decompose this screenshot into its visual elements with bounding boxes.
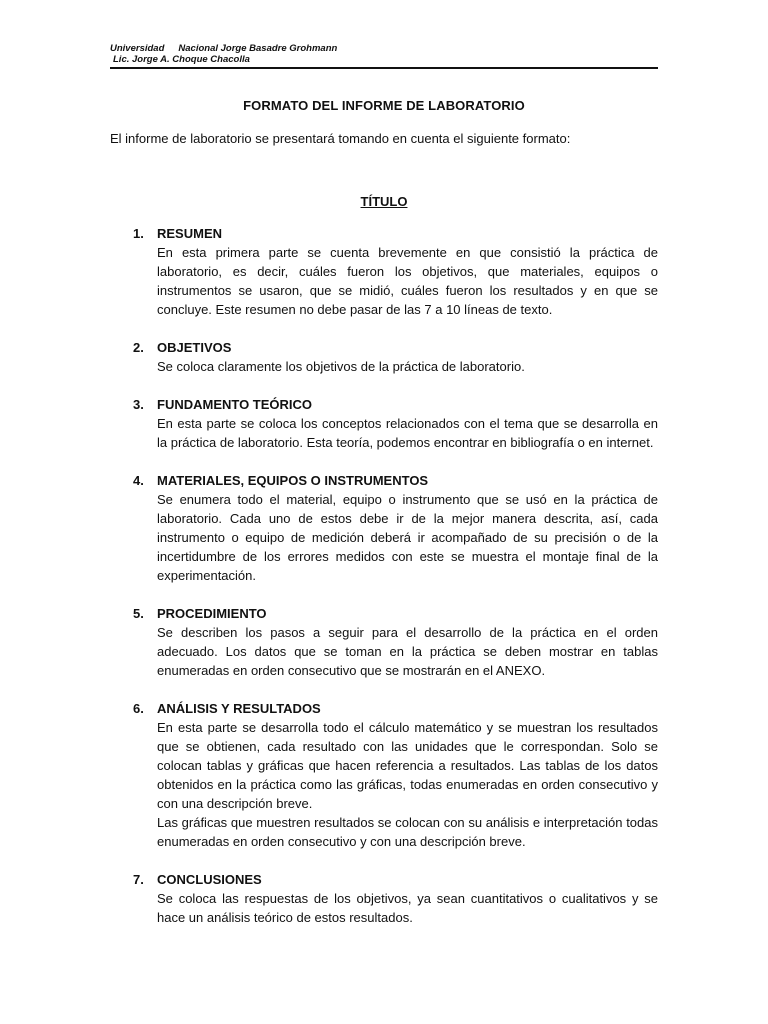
document-title: FORMATO DEL INFORME DE LABORATORIO bbox=[243, 98, 525, 113]
header-author: Lic. Jorge A. Choque Chacolla bbox=[113, 54, 250, 65]
header-university-name: Nacional Jorge Basadre Grohmann bbox=[178, 43, 338, 54]
section-item bbox=[133, 224, 658, 319]
section-heading-titulo: TÍTULO bbox=[360, 194, 408, 209]
section-paragraph: En esta parte se desarrolla todo el cálculo matemático y se muestran los resultados que se obtienen, cada resultado con las unidades que le correspondan. Solo se colocan tablas y gráficas que hacen referencia a resultados. Las tablas de los datos obtenidos en la práctica como las gráficas, todas enumeradas en orden consecutivo y con una descripción breve. bbox=[157, 720, 658, 811]
sections-list bbox=[133, 224, 658, 946]
header-divider bbox=[110, 67, 658, 69]
section-title: RESUMEN bbox=[157, 226, 223, 241]
section-title: ANÁLISIS Y RESULTADOS bbox=[157, 701, 321, 716]
section-paragraph: Las gráficas que muestren resultados se colocan con su análisis e interpretación todas enumeradas en orden consecutivo y con una descripción breve. bbox=[157, 815, 658, 849]
section-number: 4. bbox=[133, 473, 144, 488]
section-paragraph: En esta primera parte se cuenta brevemente en que consistió la práctica de laboratorio, es decir, cuáles fueron los objetivos, que materiales, equipos o instrumentos se usaron, que se midió, cuáles fueron los resultados y en que se concluye. Este resumen no debe pasar de las 7 a 10 líneas de texto. bbox=[157, 245, 658, 317]
section-title: FUNDAMENTO TEÓRICO bbox=[157, 397, 313, 412]
section-item bbox=[133, 604, 658, 680]
section-number: 1. bbox=[133, 226, 144, 241]
intro-paragraph: El informe de laboratorio se presentará tomando en cuenta el siguiente formato: bbox=[110, 131, 571, 146]
section-number: 3. bbox=[133, 397, 144, 412]
section-paragraph: Se coloca claramente los objetivos de la práctica de laboratorio. bbox=[157, 359, 525, 374]
page-header bbox=[110, 43, 658, 65]
section-item bbox=[133, 338, 658, 376]
section-paragraph: Se enumera todo el material, equipo o instrumento que se usó en la práctica de laboratorio. Cada uno de estos debe ir de la mejor manera descrita, así, cada instrumento o equipo de medición deberá ir acompañado de su precisión o de la incertidumbre de los errores medidos con este se muestra el montaje final de la experimentación. bbox=[157, 492, 658, 583]
section-paragraph: Se coloca las respuestas de los objetivos, ya sean cuantitativos o cualitativos y se hace un análisis teórico de estos resultados. bbox=[157, 891, 658, 925]
section-title: CONCLUSIONES bbox=[157, 872, 262, 887]
section-item bbox=[133, 471, 658, 585]
section-number: 2. bbox=[133, 340, 144, 355]
section-item bbox=[133, 699, 658, 851]
section-paragraph: Se describen los pasos a seguir para el desarrollo de la práctica en el orden adecuado. Los datos que se toman en la práctica se deben mostrar en tablas enumeradas en orden consecutivo que se mostrarán en el ANEXO. bbox=[157, 625, 658, 678]
section-item bbox=[133, 395, 658, 452]
section-paragraph: En esta parte se coloca los conceptos relacionados con el tema que se desarrolla en la práctica de laboratorio. Esta teoría, podemos encontrar en bibliografía o en internet. bbox=[157, 416, 658, 450]
header-university: Universidad bbox=[110, 43, 165, 54]
section-title: PROCEDIMIENTO bbox=[157, 606, 267, 621]
section-title: OBJETIVOS bbox=[157, 340, 232, 355]
section-title: MATERIALES, EQUIPOS O INSTRUMENTOS bbox=[157, 473, 429, 488]
section-number: 6. bbox=[133, 701, 144, 716]
section-number: 5. bbox=[133, 606, 144, 621]
header-university-line bbox=[110, 43, 658, 54]
section-item bbox=[133, 870, 658, 927]
section-number: 7. bbox=[133, 872, 144, 887]
